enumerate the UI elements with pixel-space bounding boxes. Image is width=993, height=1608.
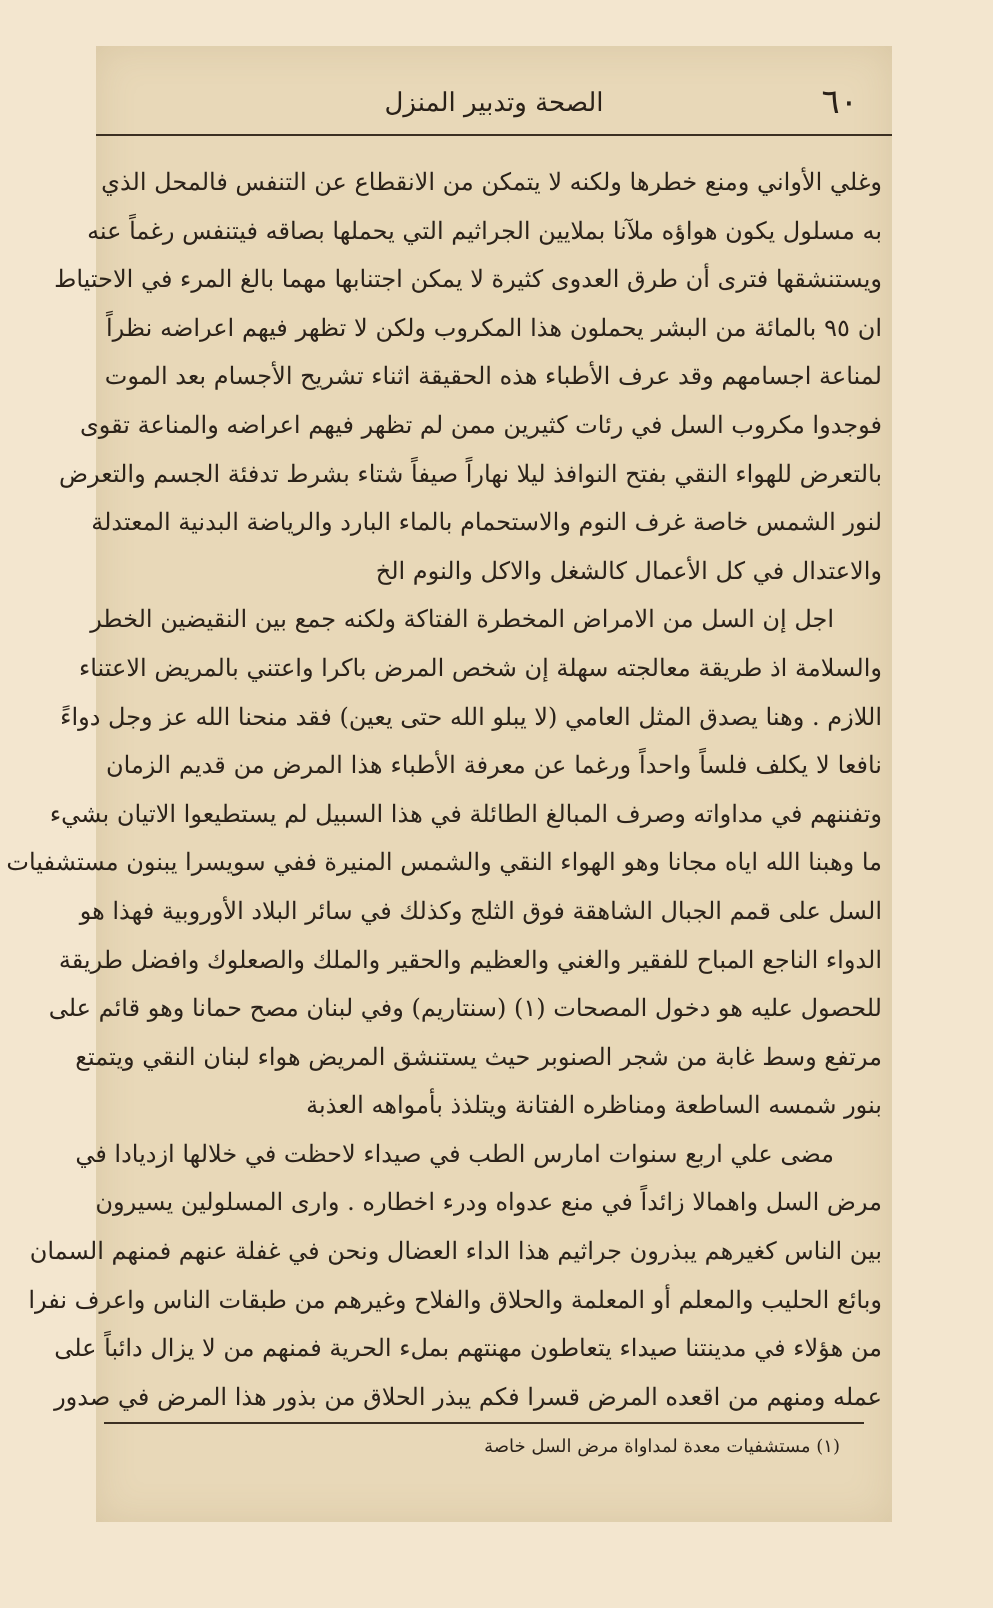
text-line: بين الناس كغيرهم يبذرون جراثيم هذا الداء العضال ونحن في غفلة عنهم فمنهم السمان <box>29 1237 882 1266</box>
text-line: ما وهبنا الله اياه مجانا وهو الهواء النقي والشمس المنيرة ففي سويسرا يبنون مستشفيات <box>6 848 882 877</box>
body-text <box>6 158 892 1421</box>
text-line: بنور شمسه الساطعة ومناظره الفتانة ويتلذذ بأمواهه العذبة <box>306 1091 882 1120</box>
text-line: والسلامة اذ طريقة معالجته سهلة إن شخص المرض باكرا واعتني بالمريض الاعتناء <box>78 653 882 682</box>
text-line: من هؤلاء في مدينتنا صيداء يتعاطون مهنتهم بملء الحرية فمنهم من لا يزال دائباً على <box>54 1334 882 1363</box>
paragraph-start-line: مضى علي اربع سنوات امارس الطب في صيداء لاحظت في خلالها ازديادا في <box>75 1139 834 1168</box>
text-line: نافعا لا يكلف فلساً واحداً ورغما عن معرفة الأطباء هذا المرض من قديم الزمان <box>106 751 882 780</box>
book-page <box>6 46 892 1522</box>
text-line: للحصول عليه هو دخول المصحات (١) (سنتاريم) وفي لبنان مصح حمانا وهو قائم على <box>48 994 882 1023</box>
text-line: اللازم . وهنا يصدق المثل العامي (لا يبلو الله حتى يعين) فقد منحنا الله عز وجل دواءً <box>60 702 882 731</box>
text-line: فوجدوا مكروب السل في رئات كثيرين ممن لم تظهر فيهم اعراضه والمناعة تقوى <box>79 410 882 439</box>
text-line: لمناعة اجسامهم وقد عرف الأطباء هذه الحقيقة اثناء تشريح الأجسام بعد الموت <box>104 362 882 391</box>
text-line: والاعتدال في كل الأعمال كالشغل والاكل والنوم الخ <box>375 556 882 585</box>
text-line: السل على قمم الجبال الشاهقة فوق الثلج وكذلك في سائر البلاد الأوروبية فهذا هو <box>79 896 882 925</box>
text-line: عمله ومنهم من اقعده المرض قسرا فكم يبذر الحلاق من بذور هذا المرض في صدور <box>54 1382 882 1411</box>
running-title: الصحة وتدبير المنزل <box>384 88 604 118</box>
page-header <box>96 74 892 134</box>
text-line: مرض السل واهمالا زائداً في منع عدواه ودرء اخطاره . وارى المسلولين يسيرون <box>95 1188 882 1217</box>
text-line: بالتعرض للهواء النقي بفتح النوافذ ليلا نهاراً صيفاً شتاء بشرط تدفئة الجسم والتعرض <box>59 459 882 488</box>
text-line: ان ٩٥ بالمائة من البشر يحملون هذا المكروب ولكن لا تظهر فيهم اعراضه نظراً <box>106 313 883 342</box>
paragraph-start-line: اجل إن السل من الامراض المخطرة الفتاكة ولكنه جمع بين النقيضين الخطر <box>90 605 834 634</box>
text-line: ويستنشقها فترى أن طرق العدوى كثيرة لا يمكن اجتنابها مهما بالغ المرء في الاحتياط <box>54 265 882 294</box>
text-line: وبائع الحليب والمعلم أو المعلمة والحلاق والفلاح وغيرهم من طبقات الناس واعرف نفرا <box>28 1285 882 1314</box>
text-line: به مسلول يكون هواؤه ملآنا بملايين الجراثيم التي يحملها بصاقه فيتنفس رغماً عنه <box>87 216 882 245</box>
text-line: الدواء الناجع المباح للفقير والغني والعظيم والحقير والملك والصعلوك وافضل طريقة <box>58 945 882 974</box>
footnote-rule <box>104 1422 864 1424</box>
text-line: وغلي الأواني ومنع خطرها ولكنه لا يتمكن من الانقطاع عن التنفس فالمحل الذي <box>101 168 882 196</box>
footnote: (١) مستشفيات معدة لمداواة مرض السل خاصة <box>484 1436 840 1457</box>
text-line: لنور الشمس خاصة غرف النوم والاستحمام بالماء البارد والرياضة البدنية المعتدلة <box>91 508 882 537</box>
text-line: مرتفع وسط غابة من شجر الصنوبر حيث يستنشق المريض هواء لبنان النقي ويتمتع <box>75 1042 882 1071</box>
header-rule <box>96 134 892 136</box>
text-line: وتفننهم في مداواته وصرف المبالغ الطائلة في هذا السبيل لم يستطيعوا الاتيان بشيء <box>49 799 882 828</box>
page-number: ٦٠ <box>821 82 858 122</box>
